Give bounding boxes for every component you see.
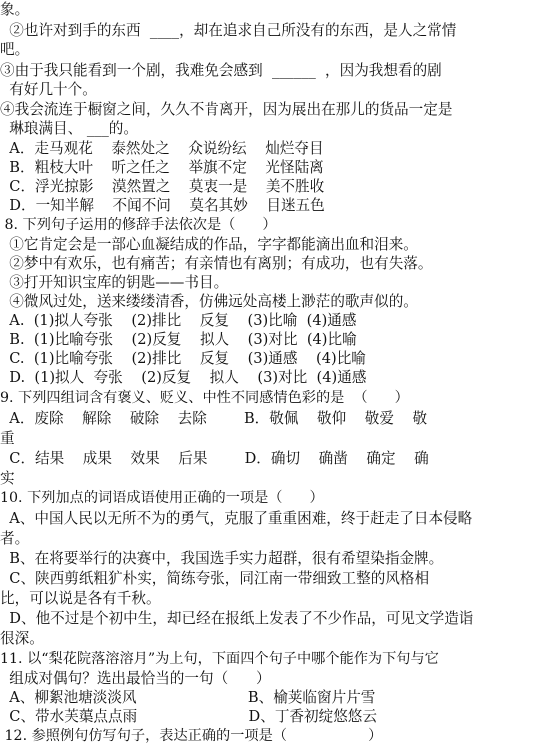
text-line: 琳琅满目、 ___的。 (0, 120, 138, 137)
option-c: C、陕西剪纸粗犷朴实，简练夸张，同江南一带细致工整的风格相 (0, 570, 430, 587)
text-line: ③由于我只能看到一个剧，我难免会感到 ______ ，因为我想看的剧 (0, 62, 442, 79)
option-row-a: A．走马观花 泰然处之 众说纷纭 灿烂夺目 (0, 140, 324, 157)
option-row-ab: A、柳絮池塘淡淡风 B、榆荚临窗片片雪 (0, 689, 376, 706)
question-11: 11. 以“梨花院落溶溶月”为上句，下面四个句子中哪个能作为下句与它 (0, 651, 439, 667)
sentence-1: ①它肯定会是一部心血凝结成的作品，字字都能滴出血和泪来。 (0, 236, 418, 253)
option-b: B、在将要举行的决赛中，我国选手实力超群，很有希望染指金牌。 (0, 550, 444, 567)
option-row-c: C. (1)比喻夸张 (2)排比 反复 (3)通感 (4)比喻 (0, 350, 366, 367)
option-row-d: D．一知半解 不闻不问 莫名其妙 目迷五色 (0, 197, 325, 214)
text-line: 重 (0, 430, 15, 447)
option-d: D、他不过是个初中生，却已经在报纸上发表了不少作品，可见文学造诣 (0, 610, 474, 627)
option-row-cd: C．结果 成果 效果 后果 D．确切 确凿 确定 确 (0, 450, 429, 467)
text-line: ②也许对到手的东西 ____，却在追求自己所没有的东西，是人之常情 (0, 22, 457, 39)
text-line: 比，可以说是各有千秋。 (0, 590, 161, 607)
sentence-4: ④微风过处，送来缕缕清香，仿佛远处高楼上渺茫的歌声似的。 (0, 293, 418, 310)
option-row-d: D. (1)拟人 夸张 (2)反复 拟人 (3)对比 (4)通感 (0, 369, 367, 386)
text-line: 者。 (0, 530, 30, 547)
question-9: 9. 下列四组词含有褒义、贬义、中性不同感情色彩的是 （ ） (0, 390, 409, 406)
question-12: 12. 参照例句仿写句子，表达正确的一项是（ ） (0, 728, 383, 744)
text-line: 吧。 (0, 41, 30, 58)
text-line: 很深。 (0, 630, 44, 647)
text-line: 有好几十个。 (0, 81, 97, 98)
option-row-cd: C、带水芙蕖点点雨 D、丁香初绽悠悠云 (0, 708, 377, 725)
sentence-2: ②梦中有欢乐，也有痛苦；有亲情也有离别；有成功，也有失落。 (0, 255, 433, 272)
option-row-c: C．浮光掠影 漠然置之 莫衷一是 美不胜收 (0, 178, 325, 195)
question-8: 8. 下列句子运用的修辞手法依次是（ ） (0, 217, 277, 233)
option-row-ab: A．废除 解除 破除 去除 B．敬佩 敬仰 敬爱 敬 (0, 410, 428, 427)
option-row-b: B. (1)比喻夸张 (2)反复 拟人 (3)对比 (4)比喻 (0, 331, 357, 348)
option-row-b: B．粗枝大叶 听之任之 举旗不定 光怪陆离 (0, 159, 324, 176)
sentence-3: ③打开知识宝库的钥匙——书目。 (0, 274, 229, 291)
option-row-a: A. (1)拟人夸张 (2)排比 反复 (3)比喻 (4)通感 (0, 312, 357, 329)
text-line: 象。 (0, 1, 30, 18)
option-a: A、中国人民以无所不为的勇气，克服了重重困难，终于赶走了日本侵略 (0, 510, 473, 527)
text-line: 组成对偶句？选出最恰当的一句（ ） (0, 670, 271, 687)
text-line: ④我会流连于橱窗之间，久久不肯离开，因为展出在那儿的货品一定是 (0, 101, 453, 118)
text-line: 实 (0, 470, 15, 487)
question-10: 10. 下列加点的词语成语使用正确的一项是（ ） (0, 490, 324, 506)
